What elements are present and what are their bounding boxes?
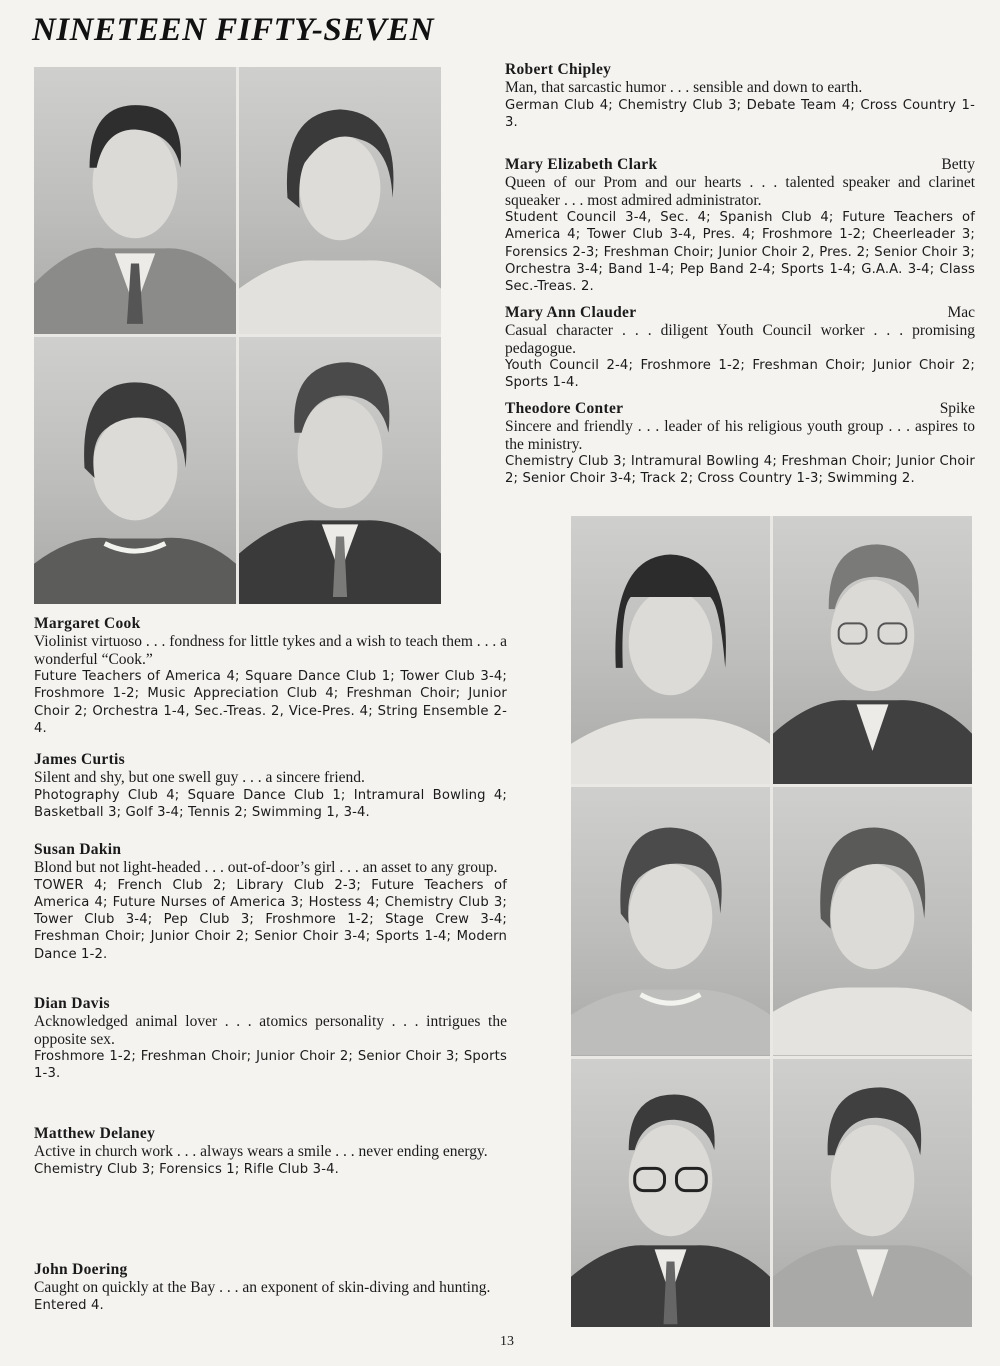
- portrait-grid-top: [34, 67, 441, 604]
- portrait-photo: [571, 516, 770, 784]
- senior-description: Casual character . . . diligent Youth Council worker . . . promising pedagogue.: [505, 322, 975, 357]
- portrait-photo: [571, 787, 770, 1055]
- senior-bio: [505, 400, 975, 488]
- senior-name: Theodore Conter: [505, 400, 624, 417]
- senior-name: James Curtis: [34, 751, 125, 768]
- senior-nickname: Mac: [947, 304, 975, 321]
- senior-name: Mary Ann Clauder: [505, 304, 637, 321]
- portrait-photo: [239, 337, 441, 604]
- senior-name: Matthew Delaney: [34, 1125, 156, 1142]
- senior-bio: [505, 61, 975, 131]
- senior-description: Silent and shy, but one swell guy . . . a sincere friend.: [34, 769, 365, 786]
- portrait-photo: [34, 337, 236, 604]
- senior-activities: Photography Club 4; Square Dance Club 1; Intramural Bowling 4; Basketball 3; Golf 3-4; Tennis 2; Swimming 1, 3-4.: [34, 787, 507, 820]
- senior-bio: [505, 304, 975, 392]
- senior-bio: [34, 751, 507, 821]
- senior-bio: [34, 841, 507, 963]
- senior-bio: [505, 156, 975, 295]
- senior-name: Susan Dakin: [34, 841, 122, 858]
- senior-activities: Chemistry Club 3; Forensics 1; Rifle Club 3-4.: [34, 1161, 339, 1177]
- portrait-photo: [773, 516, 972, 784]
- senior-bio: [34, 1261, 507, 1314]
- senior-bio: [34, 1125, 507, 1178]
- senior-bio: [34, 615, 507, 737]
- senior-description: Queen of our Prom and our hearts . . . talented speaker and clarinet squeaker . . . most admired administrator.: [505, 174, 975, 209]
- senior-description: Caught on quickly at the Bay . . . an exponent of skin-diving and hunting.: [34, 1279, 491, 1296]
- portrait-photo: [239, 67, 441, 334]
- page-number: 13: [500, 1334, 514, 1349]
- senior-activities: German Club 4; Chemistry Club 3; Debate Team 4; Cross Country 1-3.: [505, 97, 975, 130]
- senior-activities: Chemistry Club 3; Intramural Bowling 4; Freshman Choir; Junior Choir 2; Senior Choir 3-4; Track 2; Cross Country 1-3; Swimming 2.: [505, 454, 975, 487]
- senior-description: Blond but not light-headed . . . out-of-door’s girl . . . an asset to any group.: [34, 859, 498, 876]
- portrait-photo: [34, 67, 236, 334]
- senior-description: Acknowledged animal lover . . . atomics personality . . . intrigues the opposite sex.: [34, 1013, 507, 1048]
- portrait-photo: [773, 787, 972, 1055]
- senior-description: Active in church work . . . always wears a smile . . . never ending energy.: [34, 1143, 488, 1160]
- senior-description: Sincere and friendly . . . leader of his religious youth group . . . aspires to the ministry.: [505, 418, 975, 453]
- senior-name: Dian Davis: [34, 995, 110, 1012]
- senior-activities: Future Teachers of America 4; Square Dance Club 1; Tower Club 3-4; Froshmore 1-2; Music Appreciation Club 4; Freshman Choir; Junior Choir 2; Orchestra 1-4, Sec.-Treas. 2, Vice-Pres. 4; String Ensemble 2-4.: [34, 669, 507, 736]
- senior-activities: Froshmore 1-2; Freshman Choir; Junior Choir 2; Senior Choir 3; Sports 1-3.: [34, 1049, 507, 1082]
- senior-name: Margaret Cook: [34, 615, 141, 632]
- senior-nickname: Spike: [939, 400, 975, 417]
- portrait-grid-bottom: [571, 516, 972, 1327]
- senior-nickname: Betty: [941, 156, 975, 173]
- senior-name: Robert Chipley: [505, 61, 612, 78]
- portrait-photo: [773, 1059, 972, 1327]
- senior-description: Violinist virtuoso . . . fondness for little tykes and a wish to teach them . . . a wonderful “Cook.”: [34, 633, 507, 668]
- senior-description: Man, that sarcastic humor . . . sensible and down to earth.: [505, 79, 863, 96]
- page-title: NINETEEN FIFTY-SEVEN: [32, 12, 435, 48]
- senior-bio: [34, 995, 507, 1083]
- senior-name: John Doering: [34, 1261, 128, 1278]
- senior-activities: Entered 4.: [34, 1297, 104, 1313]
- senior-activities: Student Council 3-4, Sec. 4; Spanish Club 4; Future Teachers of America 4; Tower Club 3-4, Pres. 4; Froshmore 1-2; Cheerleader 3; Forensics 2-3; Freshman Choir; Junior Choir 2, Pres. 2; Senior Choir 3; Orchestra 3-4; Band 1-4; Pep Band 2-4; Sports 1-4; G.A.A. 3-4; Class Sec.-Treas. 2.: [505, 210, 975, 295]
- portrait-photo: [571, 1059, 770, 1327]
- senior-name: Mary Elizabeth Clark: [505, 156, 658, 173]
- senior-activities: TOWER 4; French Club 2; Library Club 2-3; Future Teachers of America 4; Future Nurses of America 3; Hostess 4; Chemistry Club 3; Tower Club 3-4; Pep Club 3; Froshmore 1-2; Stage Crew 3-4; Freshman Choir; Junior Choir 2; Senior Choir 3-4; Sports 1-4; Modern Dance 1-2.: [34, 877, 507, 962]
- senior-activities: Youth Council 2-4; Froshmore 1-2; Freshman Choir; Junior Choir 2; Sports 1-4.: [505, 358, 975, 391]
